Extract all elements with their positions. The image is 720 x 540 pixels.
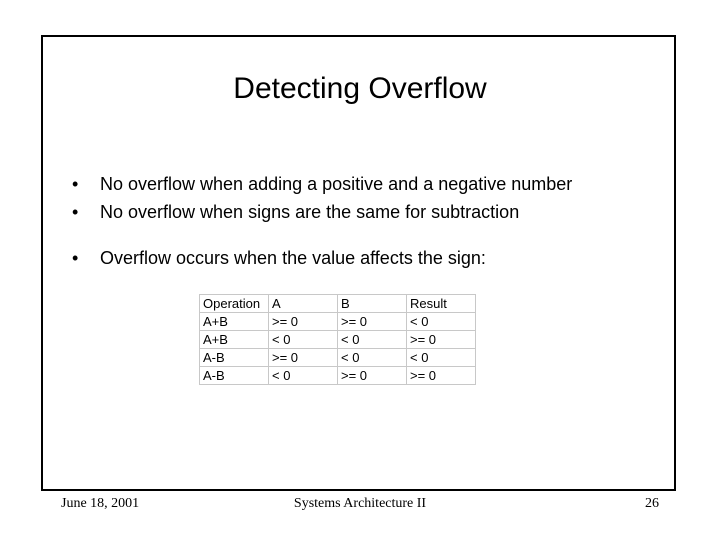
table-cell: < 0 bbox=[338, 349, 407, 367]
overflow-table bbox=[199, 294, 476, 385]
bullet-list bbox=[70, 173, 670, 269]
column-header: B bbox=[338, 295, 407, 313]
footer-page-number: 26 bbox=[645, 496, 659, 511]
column-header: Result bbox=[407, 295, 476, 313]
table-row bbox=[200, 331, 476, 349]
table-cell: A+B bbox=[200, 313, 269, 331]
column-header: Operation bbox=[200, 295, 269, 313]
table-row bbox=[200, 313, 476, 331]
table-row bbox=[200, 367, 476, 385]
table-cell: >= 0 bbox=[269, 313, 338, 331]
bullet-marker: • bbox=[72, 248, 79, 268]
table-cell: >= 0 bbox=[338, 367, 407, 385]
footer-date: June 18, 2001 bbox=[61, 496, 140, 511]
bullet-item bbox=[70, 201, 670, 223]
footer-course: Systems Architecture II bbox=[293, 496, 427, 511]
table-cell: < 0 bbox=[269, 331, 338, 349]
table-cell: >= 0 bbox=[269, 349, 338, 367]
table-header-row bbox=[200, 295, 476, 313]
bullet-marker: • bbox=[72, 174, 79, 194]
table-cell: >= 0 bbox=[338, 313, 407, 331]
table-cell: A-B bbox=[200, 367, 269, 385]
table-row bbox=[200, 349, 476, 367]
bullet-item bbox=[70, 173, 670, 195]
table-cell: < 0 bbox=[407, 313, 476, 331]
table-cell: A+B bbox=[200, 331, 269, 349]
column-header: A bbox=[269, 295, 338, 313]
slide-title: Detecting Overflow bbox=[233, 72, 487, 105]
bullet-marker: • bbox=[72, 202, 79, 222]
table-cell: < 0 bbox=[407, 349, 476, 367]
table-cell: >= 0 bbox=[407, 367, 476, 385]
table-cell: A-B bbox=[200, 349, 269, 367]
table-cell: >= 0 bbox=[407, 331, 476, 349]
bullet-text: No overflow when adding a positive and a negative number bbox=[100, 174, 573, 194]
bullet-text: Overflow occurs when the value affects the sign: bbox=[100, 248, 486, 268]
bullet-text: No overflow when signs are the same for subtraction bbox=[100, 202, 520, 222]
table-cell: < 0 bbox=[338, 331, 407, 349]
bullet-item bbox=[70, 247, 670, 269]
table-cell: < 0 bbox=[269, 367, 338, 385]
